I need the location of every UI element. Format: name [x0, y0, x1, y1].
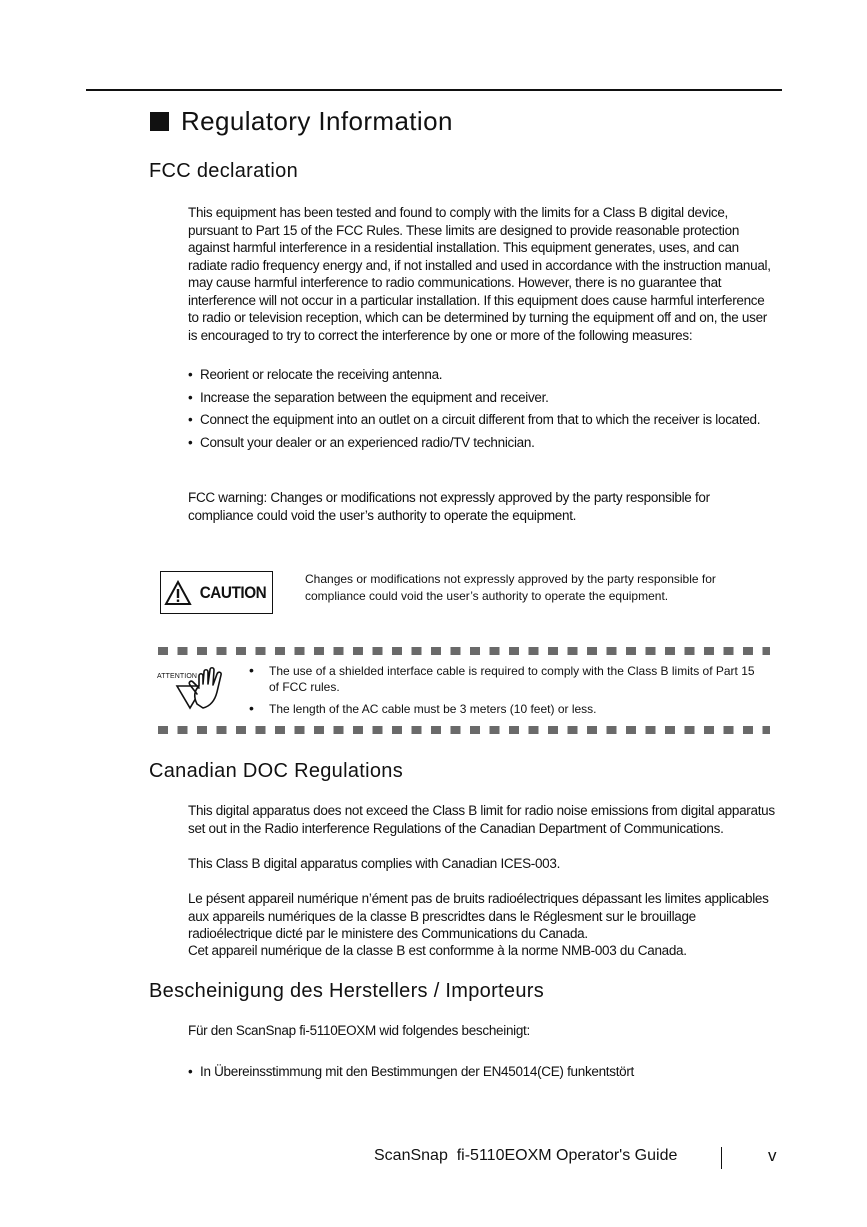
warning-triangle-icon [164, 580, 192, 606]
german-list [188, 1063, 778, 1086]
list-item: • The use of a shielded interface cable is required to comply with the Class B limits of Part 15 of FCC rules. [249, 663, 759, 695]
list-item: • Increase the separation between the equipment and receiver. [188, 389, 778, 407]
footer-title: ScanSnap fi-5110EOXM Operator's Guide [374, 1147, 678, 1164]
dashed-divider [158, 647, 770, 655]
attention-label: ATTENTION [157, 673, 198, 680]
attention-list [249, 663, 759, 723]
hand-icon [157, 664, 233, 712]
canadian-french-1: Le pésent appareil numérique n’ément pas de bruits radioélectriques dépassant les limites applicables aux appareils numériques de la classe B prescridtes dans le Réglesment sur le brouillage radioélectrique dicté par le ministere des Communications du Canada. [188, 891, 769, 941]
caution-text: Changes or modifications not expressly approved by the party responsible for compliance could void the user’s authority to operate the equipment. [305, 572, 716, 603]
dashed-divider [158, 726, 770, 734]
attention-badge [157, 664, 233, 712]
list-item: • The length of the AC cable must be 3 meters (10 feet) or less. [249, 701, 759, 717]
fcc-paragraph: This equipment has been tested and found to comply with the limits for a Class B digital device, pursuant to Part 15 of the FCC Rules. These limits are designed to provide reasonable protection against harmful interference in a residential installation. This equipment generates, uses, and can radiate radio frequency energy and, if not installed and used in accordance with the instruction manual, may cause harmful interference to radio communications. However, there is no guarantee that interference will not occur in a particular installation. If this equipment does cause harmful interference to radio or television reception, which can be determined by turning the equipment off and on, the user is encouraged to try to correct the interference by one or more of the following measures: [188, 205, 771, 343]
footer-divider [721, 1147, 722, 1169]
square-bullet-icon [150, 112, 169, 131]
list-item: • Reorient or relocate the receiving antenna. [188, 366, 778, 384]
fcc-warning: FCC warning: Changes or modifications not expressly approved by the party responsible for compliance could void the user’s authority to operate the equipment. [188, 490, 710, 523]
canadian-english-1: This digital apparatus does not exceed the Class B limit for radio noise emissions from digital apparatus set out in the Radio interference Regulations of the Canadian Department of Communications. [188, 803, 775, 836]
caution-badge [160, 571, 273, 614]
canadian-french-2: Cet appareil numérique de la classe B est conformme à la norme NMB-003 du Canada. [188, 943, 687, 958]
german-title: Bescheinigung des Herstellers / Importeurs [149, 980, 545, 1002]
canadian-title: Canadian DOC Regulations [149, 760, 404, 782]
fcc-measures-list [188, 366, 778, 456]
top-rule [86, 89, 782, 91]
page-number: v [768, 1146, 777, 1165]
page-heading-text: Regulatory Information [181, 106, 453, 136]
german-intro: Für den ScanSnap fi-5110EOXM wid folgendes bescheinigt: [188, 1023, 530, 1038]
list-item: • In Übereinsstimmung mit den Bestimmungen der EN45014(CE) funkentstört [188, 1063, 778, 1081]
page-heading [150, 106, 453, 137]
fcc-title: FCC declaration [149, 160, 299, 182]
list-item: • Consult your dealer or an experienced radio/TV technician. [188, 434, 778, 452]
caution-label: CAUTION [199, 582, 266, 602]
canadian-english-2: This Class B digital apparatus complies with Canadian ICES-003. [188, 856, 561, 871]
list-item: • Connect the equipment into an outlet on a circuit different from that to which the receiver is located. [188, 411, 778, 429]
